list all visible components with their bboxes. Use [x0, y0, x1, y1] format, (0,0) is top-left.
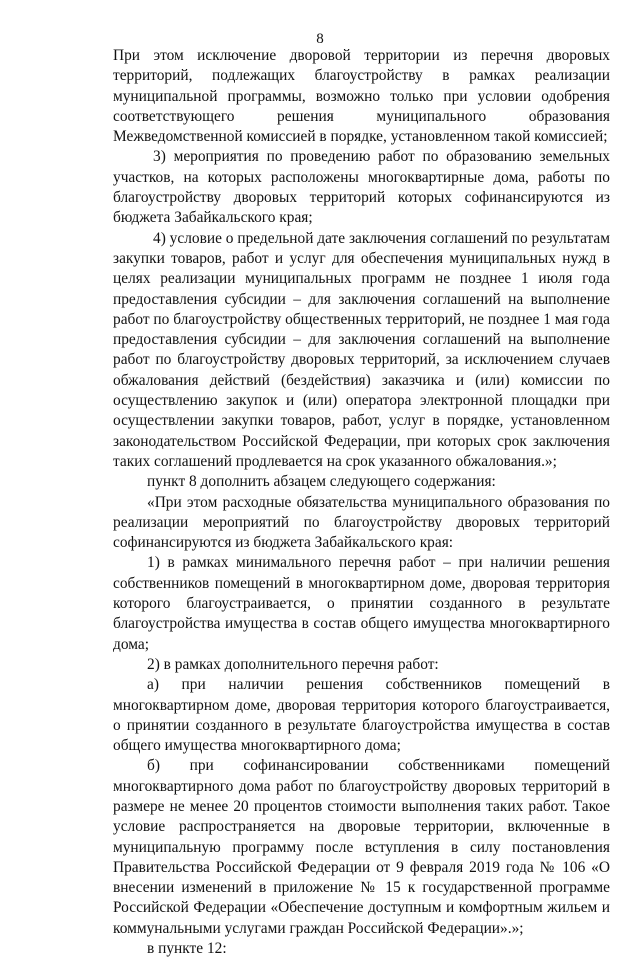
- paragraph-point-12: в пункте 12:: [147, 940, 227, 958]
- paragraph-item-4-deadline: 4) условие о предельной дате заключения соглашений по результатам закупки товаров, работ и услуг для обеспечения муниципальных нужд в целях реализации муниципальных программ не позднее 1 июля года предоставления субсидии – для заключения соглашений на выполнение работ по благоустройству общественных территорий, не позднее 1 мая года предоставления субсидии – для заключения соглашений на выполнение работ по благоустройству дворовых территорий, за исключением случаев обжалования действий (бездействия) заказчика и (или) комиссии по осуществлению закупок и (или) оператора электронной площадки при осуществлении закупки товаров, работ, услуг в порядке, установленном законодательством Российской Федерации, при которых срок заключения таких соглашений продлевается на срок указанного обжалования.»;: [113, 229, 610, 470]
- paragraph-exclusion-condition: При этом исключение дворовой территории из перечня дворовых территорий, подлежащих благоустройству в рамках реализации муниципальной программы, возможно только при условии одобрения соответствующего решения муниципального образования Межведомственной комиссией в порядке, установленном такой комиссией;: [113, 47, 610, 146]
- document-body: [113, 46, 610, 959]
- paragraph-cofinancing-intro: «При этом расходные обязательства муниципального образования по реализации мероприятий по благоустройству дворовых территорий софинансируются из бюджета Забайкальского края:: [113, 493, 610, 552]
- paragraph-subitem-a: а) при наличии решения собственников помещений в многоквартирном доме, дворовая территория которого благоустраивается, о принятии созданного в результате благоустройства имущества в состав общего имущества многоквартирного дома;: [113, 676, 610, 755]
- paragraph-point-8-amendment: пункт 8 дополнить абзацем следующего содержания:: [147, 473, 496, 491]
- paragraph-item-3-land-plots: 3) мероприятия по проведению работ по образованию земельных участков, на которых расположены многоквартирные дома, работы по благоустройству дворовых территорий которых софинансируются из бюджета Забайкальского края;: [113, 148, 610, 227]
- page-number: 8: [316, 31, 324, 47]
- paragraph-subitem-b: б) при софинансировании собственниками помещений многоквартирного дома работ по благоустройству дворовых территорий в размере не менее 20 процентов стоимости выполнения таких работ. Такое условие распространяется на дворовые территории, включенные в муниципальную программу после вступления в силу постановления Правительства Российской Федерации от 9 февраля 2019 года № 106 «О внесении изменений в приложение № 15 к государственной программе Российской Федерации «Обеспечение доступным и комфортным жильем и коммунальными услугами граждан Российской Федерации».»;: [113, 757, 610, 937]
- paragraph-additional-list: 2) в рамках дополнительного перечня работ:: [147, 655, 439, 673]
- paragraph-minimal-list: 1) в рамках минимального перечня работ – при наличии решения собственников помещений в многоквартирном доме, дворовая территория которого благоустраивается, о принятии созданного в результате благоустройства имущества в состав общего имущества многоквартирного дома;: [113, 554, 610, 653]
